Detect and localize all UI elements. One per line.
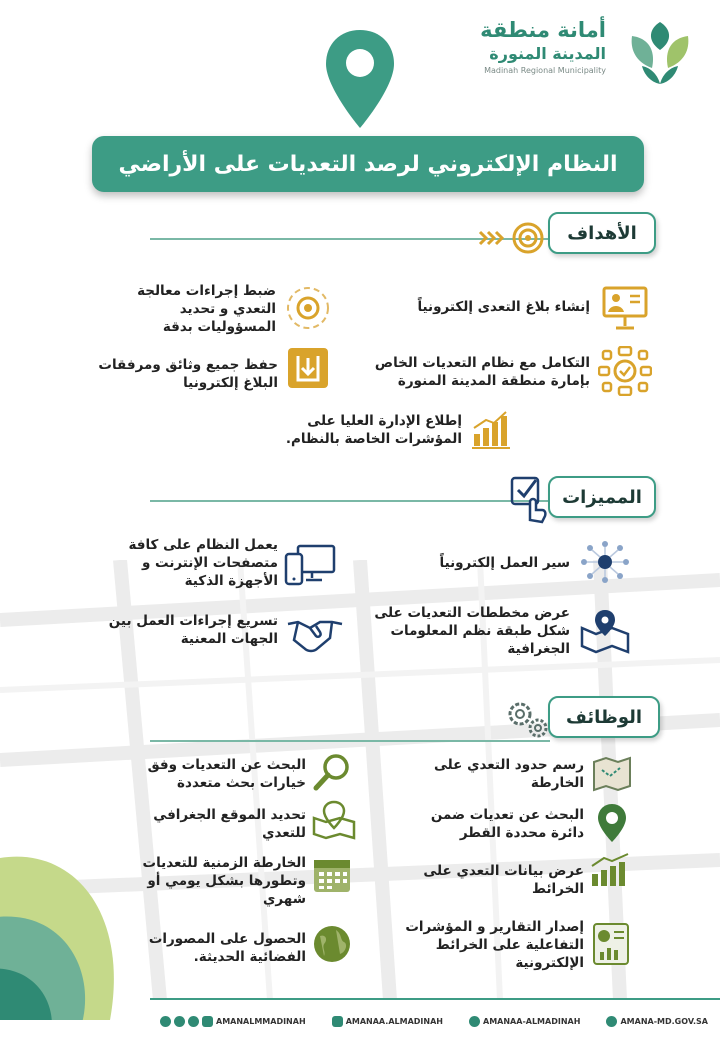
features-heading: المميزات — [548, 476, 656, 518]
goal-item-text: حفظ جميع وثائق ومرفقات البلاغ إلكترونيا — [98, 357, 278, 391]
bar-chart-icon — [470, 410, 512, 450]
map-pin-icon — [578, 608, 632, 654]
footer-snapchat[interactable] — [469, 1016, 580, 1027]
footer-handle-3[interactable]: AMANAA-ALMADINAH — [483, 1016, 581, 1026]
handshake-icon — [286, 614, 344, 654]
target-icon — [476, 220, 548, 256]
workflow-icon — [578, 540, 632, 584]
function-item-text: إصدار التقارير و المؤشرات التفاعلية على الخرائط الإلكترونية — [405, 919, 584, 971]
feature-item-text: عرض مخططات التعديات على شكل طبقة نظم المعلومات الجغرافية — [374, 605, 570, 657]
location-pin-icon — [322, 26, 398, 132]
goals-heading: الأهداف — [548, 212, 656, 254]
map-draw-icon — [592, 756, 632, 792]
section-divider — [150, 740, 550, 742]
function-item-text: تحديد الموقع الجغرافي للتعدي — [153, 807, 306, 841]
logo-arabic-line2: المدينة المنورة — [489, 44, 606, 63]
download-box-icon — [286, 346, 330, 390]
checklist-hand-icon — [508, 474, 548, 524]
globe-icon — [312, 924, 352, 964]
map-location-icon — [312, 800, 356, 840]
functions-heading: الوظائف — [548, 696, 660, 738]
devices-icon — [284, 544, 336, 586]
section-divider — [150, 500, 550, 502]
gear-cycle-icon — [284, 284, 332, 332]
feature-item-text: تسريع إجراءات العمل بين الجهات المعنية — [108, 613, 278, 647]
page-title-banner — [92, 136, 644, 192]
location-icon — [596, 802, 628, 844]
footer-website-link[interactable]: AMANA-MD.GOV.SA — [620, 1016, 708, 1026]
globe-web-icon[interactable] — [606, 1016, 617, 1027]
function-item-text: الحصول على المصورات الفضائية الحديثة. — [148, 931, 306, 965]
goal-item-text: إنشاء بلاغ التعدى إلكترونياً — [417, 299, 590, 315]
stats-icon — [590, 852, 632, 888]
youtube-icon[interactable] — [188, 1016, 199, 1027]
facebook-icon[interactable] — [160, 1016, 171, 1027]
feature-item-text: سير العمل إلكترونياً — [439, 555, 570, 571]
feature-item-text: يعمل النظام على كافة متصفحات الإنترنت و الأجهزة الذكية — [128, 537, 278, 589]
instagram-icon[interactable] — [332, 1016, 343, 1027]
goal-item-text: التكامل مع نظام التعديات الخاص بإمارة منطقة المدينة المنورة — [374, 355, 590, 389]
page-title: النظام الإلكتروني لرصد التعديات على الأراضي — [118, 151, 618, 177]
function-item-text: عرض بيانات التعدي على الخرائط — [423, 863, 584, 897]
goal-item-text: إطلاع الإدارة العليا على المؤشرات الخاصة بالنظام. — [285, 413, 462, 447]
footer-website[interactable] — [606, 1016, 708, 1027]
report-icon — [592, 922, 630, 966]
footer-handle-2[interactable]: AMANAA.ALMADINAH — [345, 1016, 443, 1026]
function-item-text: البحث عن تعديات ضمن دائرة محددة القطر — [430, 807, 584, 841]
search-icon — [312, 752, 352, 792]
footer-social-group[interactable] — [160, 1016, 306, 1027]
email-icon[interactable] — [202, 1016, 213, 1027]
function-item-text: رسم حدود التعدي على الخارطة — [434, 757, 584, 791]
footer — [160, 1010, 708, 1032]
function-item-text: الخارطة الزمنية للتعديات وتطورها بشكل يومي أو شهري — [142, 855, 306, 907]
footer-handle-1[interactable]: AMANALMMADINAH — [216, 1016, 306, 1026]
footer-instagram[interactable] — [332, 1016, 443, 1027]
footer-divider — [150, 998, 720, 1000]
calendar-icon — [312, 856, 352, 894]
goal-item-text: ضبط إجراءات معالجة التعدي و تحديد المسؤوليات بدقة — [137, 283, 276, 335]
snapchat-icon[interactable] — [469, 1016, 480, 1027]
logo-mark-icon — [622, 16, 698, 86]
function-item-text: البحث عن التعديات وفق خيارات بحث متعددة — [147, 757, 306, 791]
gears-icon — [504, 698, 550, 740]
network-icon — [598, 346, 652, 396]
municipality-logo — [398, 16, 698, 86]
logo-english: Madinah Regional Municipality — [484, 66, 606, 75]
twitter-icon[interactable] — [174, 1016, 185, 1027]
logo-arabic-line1: أمانة منطقة — [480, 18, 606, 42]
presentation-icon — [598, 284, 652, 332]
